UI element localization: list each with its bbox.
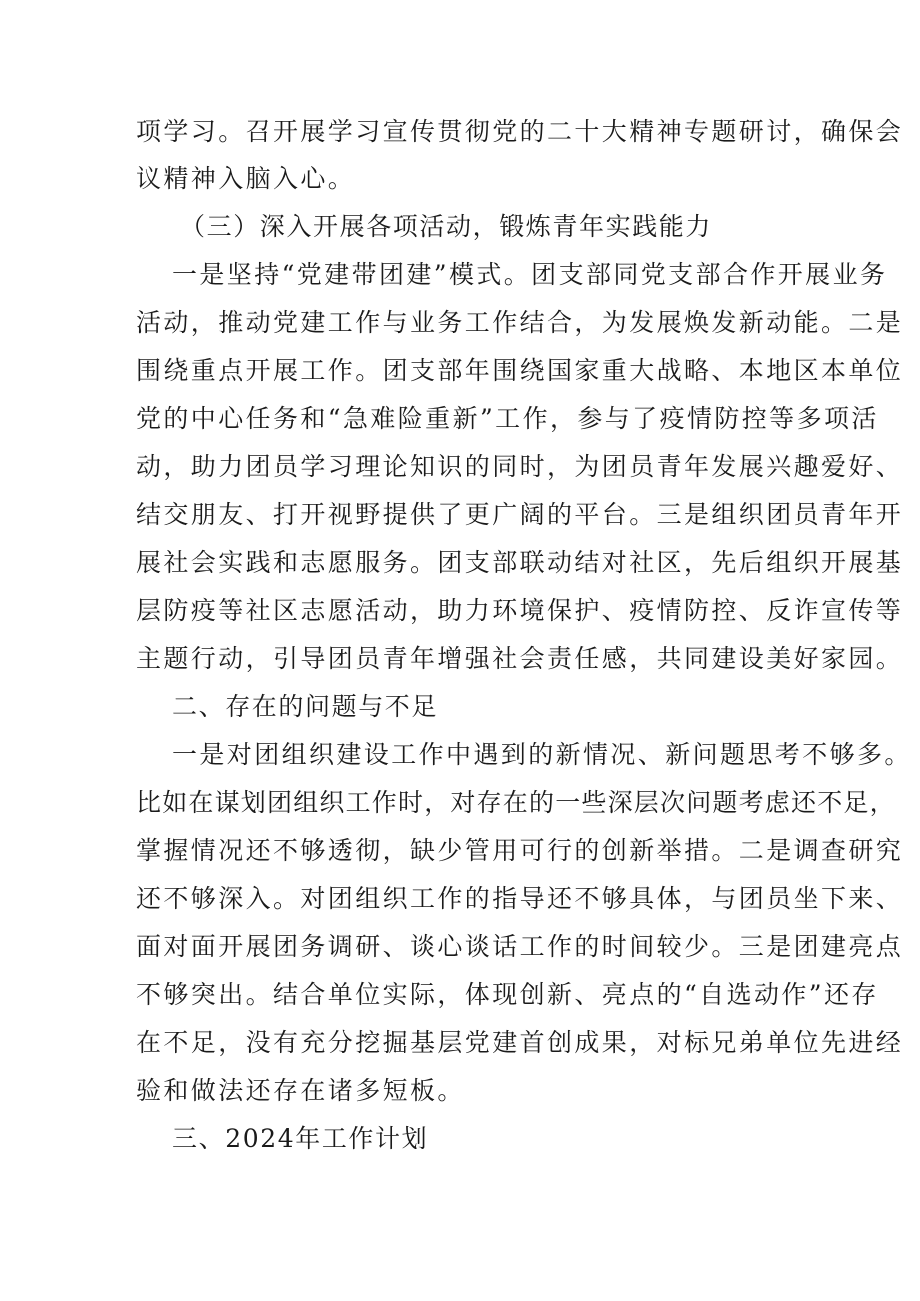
paragraph-line: 动，助力团员学习理论知识的同时，为团员青年发展兴趣爱好、	[136, 452, 904, 481]
paragraph-line: 项学习。召开展学习宣传贯彻党的二十大精神专题研讨，确保会	[136, 117, 904, 146]
paragraph-line: 层防疫等社区志愿活动，助力环境保护、疫情防控、反诈宣传等	[136, 596, 904, 625]
paragraph-line: 在不足，没有充分挖掘基层党建首创成果，对标兄弟单位先进经	[136, 1028, 904, 1057]
paragraph-line: 掌握情况还不够透彻，缺少管用可行的创新举措。二是调查研究	[136, 836, 904, 865]
paragraph-line: 面对面开展团务调研、谈心谈话工作的时间较少。三是团建亮点	[136, 932, 904, 961]
paragraph-line: 一是对团组织建设工作中遇到的新情况、新问题思考不够多。	[172, 740, 912, 769]
section-heading: （三）深入开展各项活动，锻炼青年实践能力	[180, 212, 713, 241]
paragraph-line: 验和做法还存在诸多短板。	[136, 1076, 465, 1105]
paragraph-line: 结交朋友、打开视野提供了更广阔的平台。三是组织团员青年开	[136, 500, 904, 529]
paragraph-line: 还不够深入。对团组织工作的指导还不够具体，与团员坐下来、	[136, 884, 904, 913]
paragraph-line: 活动，推动党建工作与业务工作结合，为发展焕发新动能。二是	[136, 308, 904, 337]
paragraph-line: 展社会实践和志愿服务。团支部联动结对社区，先后组织开展基	[136, 548, 904, 577]
paragraph-line: 主题行动，引导团员青年增强社会责任感，共同建设美好家园。	[136, 644, 904, 673]
paragraph-line: 比如在谋划团组织工作时，对存在的一些深层次问题考虑还不足，	[136, 788, 896, 817]
paragraph-line: 围绕重点开展工作。团支部年围绕国家重大战略、本地区本单位	[136, 356, 904, 385]
section-heading: 三、2024年工作计划	[172, 1124, 429, 1153]
paragraph-line: 不够突出。结合单位实际，体现创新、亮点的“自选动作”还存	[136, 980, 879, 1009]
paragraph-line: 党的中心任务和“急难险重新”工作，参与了疫情防控等多项活	[136, 404, 879, 433]
section-heading: 二、存在的问题与不足	[172, 692, 439, 721]
paragraph-line: 议精神入脑入心。	[136, 164, 356, 193]
paragraph-line: 一是坚持“党建带团建”模式。团支部同党支部合作开展业务	[172, 260, 888, 289]
